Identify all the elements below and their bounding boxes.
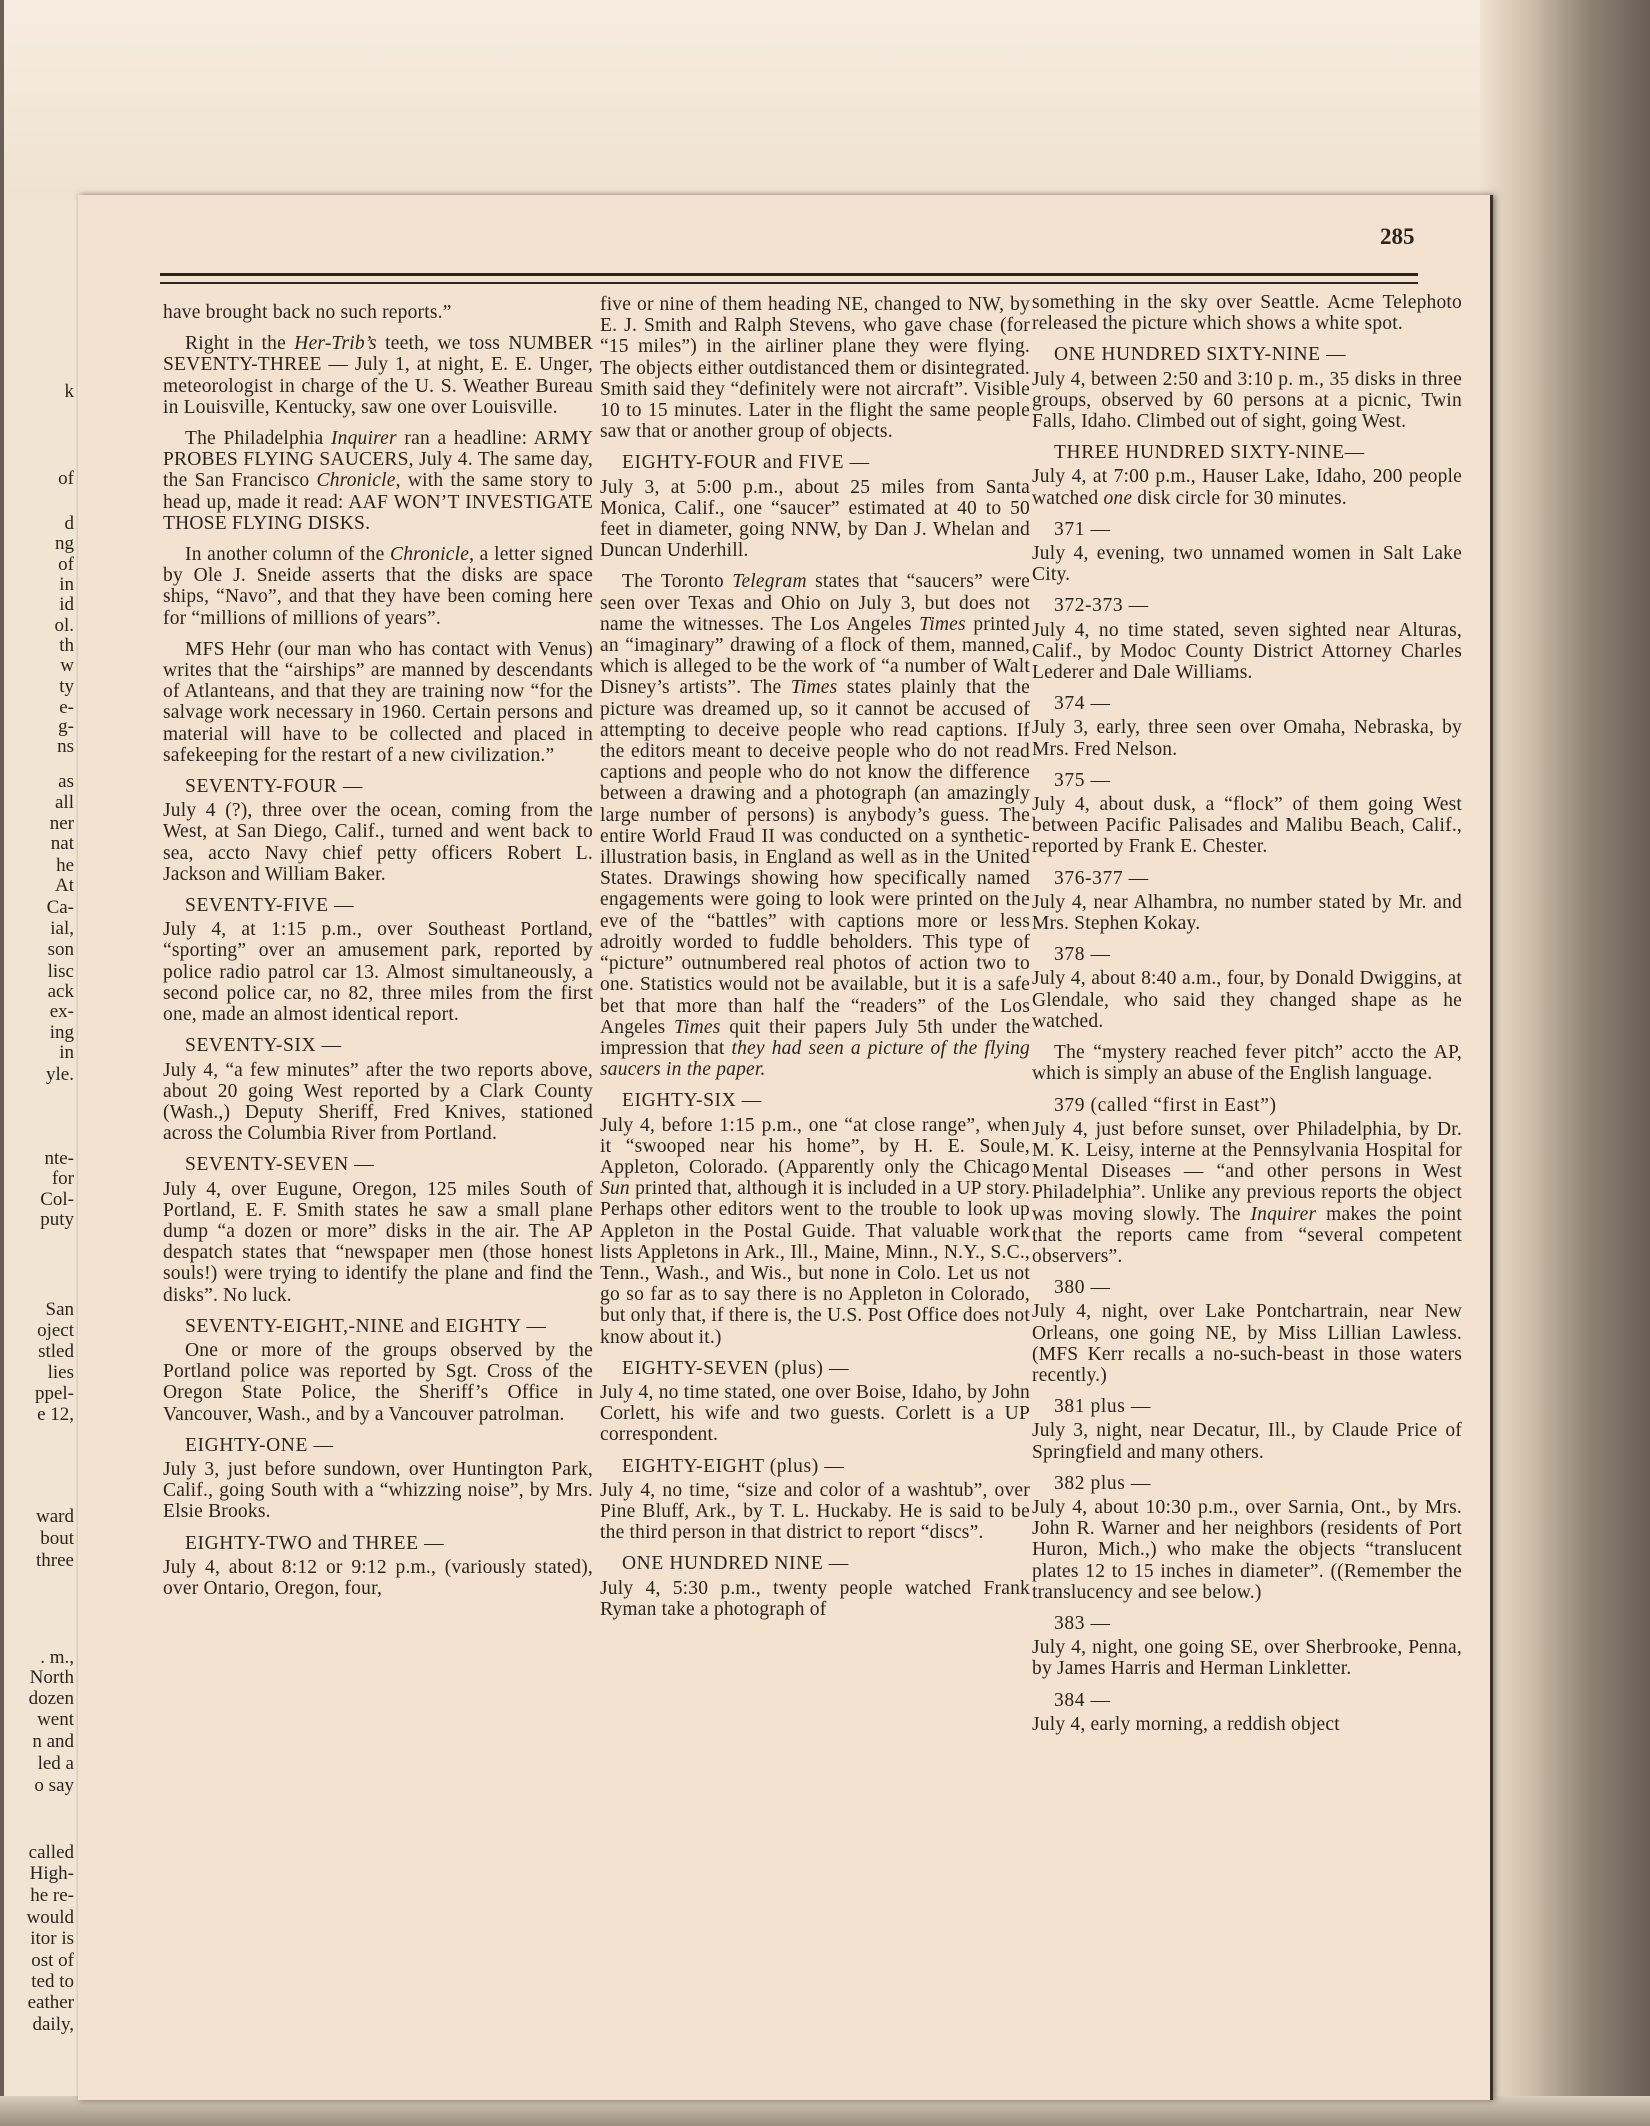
section-heading: [163, 1154, 593, 1175]
section-heading: [163, 776, 593, 797]
text-run: 383 —: [1054, 1612, 1111, 1634]
margin-text-fragment: ex-: [49, 1001, 74, 1022]
section-heading: [1032, 1396, 1462, 1417]
text-run: 371 —: [1054, 518, 1111, 540]
margin-text-fragment: ial,: [50, 918, 74, 939]
section-heading: [163, 1316, 593, 1337]
section-heading: [1032, 595, 1462, 616]
paragraph: [1032, 794, 1462, 858]
paragraph: [163, 333, 593, 418]
margin-text-fragment: ing: [49, 1022, 74, 1043]
text-run: July 4, 5:30 p.m., twenty people watched Frank Ryman take a photograph of: [600, 1577, 1030, 1620]
margin-text-fragment: n and: [32, 1731, 74, 1752]
paragraph: [163, 1179, 593, 1306]
text-run: July 4 (?), three over the ocean, coming from the West, at San Diego, Calif., turned and went back to sea, accto Navy chief petty officers Robert L. Jackson and William Baker.: [163, 800, 593, 885]
text-run: 375 —: [1054, 769, 1111, 791]
paragraph: [163, 1060, 593, 1145]
margin-text-fragment: oject: [37, 1320, 74, 1341]
text-run: SEVENTY-FOUR —: [185, 776, 363, 798]
paragraph: [600, 477, 1030, 562]
paragraph: [1032, 717, 1462, 759]
section-heading: [600, 1553, 1030, 1574]
margin-text-fragment: nte-: [44, 1148, 74, 1169]
margin-text-fragment: in: [59, 1042, 74, 1063]
paragraph: [1032, 1301, 1462, 1386]
margin-text-fragment: ted to: [31, 1971, 74, 1992]
paragraph: [600, 1480, 1030, 1544]
section-heading: [600, 452, 1030, 473]
text-run: July 4, before 1:15 p.m., one “at close range”, when it “swooped near his home”, by H. E. Soule, Appleton, Colorado. (Apparently only the Chicago: [600, 1114, 1030, 1178]
text-run: 384 —: [1054, 1689, 1111, 1711]
text-run: July 4, night, one going SE, over Sherbrooke, Penna, by James Harris and Herman Linkletter.: [1032, 1637, 1462, 1680]
margin-text-fragment: w: [60, 655, 74, 676]
margin-text-fragment: puty: [40, 1209, 74, 1230]
text-run: MFS Hehr (our man who has contact with Venus) writes that the “airships” are manned by descendants of Atlanteans, and that they are training now “for the salvage work necessary in 1960. Certain persons and material will have to be collected and placed in safekeeping for the restart of a new civilization.”: [163, 638, 593, 766]
text-run: July 4, early morning, a reddish object: [1032, 1713, 1340, 1735]
italic-text: Times: [919, 613, 966, 635]
paragraph: [1032, 1497, 1462, 1603]
paragraph: [1032, 1714, 1462, 1735]
paragraph: [1032, 1420, 1462, 1462]
section-heading: [1032, 1277, 1462, 1298]
section-heading: [163, 1035, 593, 1056]
previous-page-margin: [4, 200, 76, 2096]
text-run: July 4, about 8:12 or 9:12 p.m., (variously stated), over Ontario, Oregon, four,: [163, 1556, 593, 1599]
section-heading: [163, 1533, 593, 1554]
margin-text-fragment: bout: [40, 1528, 74, 1549]
header-rule: [160, 273, 1418, 276]
section-heading: [1032, 693, 1462, 714]
text-run: disk circle for 30 minutes.: [1132, 487, 1347, 509]
text-run: 374 —: [1054, 693, 1111, 715]
paragraph: [600, 571, 1030, 1080]
margin-text-fragment: ack: [47, 981, 74, 1002]
text-run: The Toronto: [622, 571, 733, 593]
italic-text: Times: [790, 677, 838, 699]
text-run: states that “saucers” were seen over Texas and Ohio on July 3, but does not name the witnesses. The Los Angeles: [600, 571, 1031, 635]
text-run: The Philadelphia: [185, 428, 331, 450]
text-run: 378 —: [1054, 944, 1111, 966]
margin-text-fragment: called: [28, 1842, 74, 1863]
section-heading: [600, 1358, 1030, 1379]
text-run: quit their papers July 5th under the impression that: [600, 1016, 1030, 1059]
margin-text-fragment: ty: [59, 676, 74, 697]
text-run: 381 plus —: [1054, 1396, 1152, 1418]
margin-text-fragment: nat: [50, 833, 74, 854]
margin-text-fragment: eather: [27, 1992, 74, 2013]
margin-text-fragment: in: [59, 574, 74, 595]
margin-text-fragment: e-: [59, 697, 74, 718]
text-column-3: [1032, 292, 1462, 1745]
paragraph: [1032, 892, 1462, 934]
margin-text-fragment: he re-: [30, 1885, 74, 1906]
margin-text-fragment: stled: [38, 1341, 74, 1362]
section-heading: [1032, 344, 1462, 365]
margin-text-fragment: he: [56, 855, 74, 876]
text-run: makes the point that the reports came from “several competent observers”.: [1032, 1203, 1462, 1267]
text-run: In another column of the: [185, 544, 390, 566]
margin-text-fragment: ppel-: [34, 1383, 74, 1404]
margin-text-fragment: as: [58, 771, 74, 792]
paragraph: [163, 919, 593, 1025]
margin-text-fragment: ns: [57, 736, 74, 757]
italic-text: Chronicle: [316, 470, 396, 492]
section-heading: [1032, 1095, 1462, 1116]
margin-text-fragment: g-: [58, 716, 74, 737]
text-run: 382 plus —: [1054, 1472, 1152, 1494]
margin-text-fragment: of: [58, 468, 74, 489]
text-run: printed that, although it is included in a UP story. Perhaps other editors went to the trouble to look up Appleton in the Postal Guide. That valuable work lists Appletons in Ark., Ill., Maine, Minn., N.Y., S.C., Tenn., Wash., and Wis., but none in Colo. Let us not go so far as to say there is no Appleton in Colorado, but only that, if there is, the U.S. Post Office does not know about it.): [600, 1178, 1030, 1348]
text-run: ONE HUNDRED SIXTY-NINE —: [1054, 344, 1347, 366]
paragraph: [600, 1382, 1030, 1446]
text-run: July 3, early, three seen over Omaha, Nebraska, by Mrs. Fred Nelson.: [1032, 717, 1462, 760]
margin-text-fragment: th: [59, 635, 74, 656]
text-run: SEVENTY-SIX —: [185, 1035, 342, 1057]
paragraph: [1032, 466, 1462, 508]
text-run: have brought back no such reports.”: [163, 302, 452, 323]
margin-text-fragment: ost of: [31, 1950, 74, 1971]
paragraph: [600, 1578, 1030, 1620]
margin-text-fragment: yle.: [46, 1064, 74, 1085]
margin-text-fragment: lisc: [47, 961, 74, 982]
text-run: teeth, we toss NUMBER SEVENTY-THREE — July 1, at night, E. E. Unger, meteorologist in charge of the U. S. Weather Bureau in Louisville, Kentucky, saw one over Louisville.: [163, 333, 593, 418]
text-run: Right in the: [185, 333, 295, 355]
text-run: July 4, evening, two unnamed women in Salt Lake City.: [1032, 543, 1462, 586]
paragraph: [1032, 968, 1462, 1032]
paragraph: [163, 544, 593, 629]
margin-text-fragment: daily,: [32, 2014, 74, 2035]
italic-text: Inquirer: [1250, 1203, 1317, 1225]
margin-text-fragment: ng: [55, 533, 74, 554]
text-run: EIGHTY-EIGHT (plus) —: [622, 1455, 845, 1477]
margin-text-fragment: all: [55, 792, 74, 813]
text-run: EIGHTY-ONE —: [185, 1434, 334, 1456]
margin-text-fragment: North: [29, 1667, 74, 1688]
text-run: ONE HUNDRED NINE —: [622, 1553, 849, 1575]
margin-text-fragment: would: [26, 1907, 74, 1928]
text-run: July 4, just before sunset, over Philadelphia, by Dr. M. K. Leisy, interne at the Pennsylvania Hospital for Mental Diseases — “and other persons in West Philadelphia”. Unlike any previous reports the object was moving slowly. The: [1032, 1118, 1462, 1225]
margin-text-fragment: ward: [36, 1506, 74, 1527]
italic-text: Chronicle: [389, 544, 470, 566]
page-number: 285: [1380, 224, 1415, 249]
margin-text-fragment: lies: [47, 1362, 74, 1383]
section-heading: [1032, 442, 1462, 463]
paragraph: [163, 1557, 593, 1599]
margin-text-fragment: itor is: [30, 1928, 74, 1949]
margin-text-fragment: of: [58, 554, 74, 575]
text-run: , a letter signed by Ole J. Sneide asserts that the disks are space ships, “Navo”, and that they have been coming here for “millions of millions of years”.: [163, 544, 593, 629]
paragraph: [1032, 543, 1462, 585]
text-run: July 3, night, near Decatur, Ill., by Claude Price of Springfield and many others.: [1032, 1420, 1462, 1463]
text-run: July 3, just before sundown, over Huntington Park, Calif., going South with a “whizzing noise”, by Mrs. Elsie Brooks.: [163, 1458, 593, 1523]
section-heading: [600, 1456, 1030, 1477]
section-heading: [1032, 944, 1462, 965]
scan-edge-right: [1480, 0, 1650, 2126]
scan-edge-bottom: [0, 2096, 1650, 2126]
text-run: , with the same story to head up, made it read: AAF WON’T INVESTIGATE THOSE FLYING DISKS.: [163, 470, 593, 534]
paragraph: [163, 428, 593, 534]
paragraph: [1032, 620, 1462, 684]
text-run: July 4, no time, “size and color of a washtub”, over Pine Bluff, Ark., by T. L. Huckaby. He is said to be the third person in that district to report “discs”.: [600, 1479, 1030, 1544]
text-run: July 4, about dusk, a “flock” of them going West between Pacific Palisades and Malibu Beach, Calif., reported by Frank E. Chester.: [1032, 794, 1462, 858]
margin-text-fragment: dozen: [28, 1688, 74, 1709]
italic-text: Sun: [600, 1178, 630, 1200]
text-run: ran a headline: ARMY PROBES FLYING SAUCERS, July 4. The same day, the San Francisco: [163, 428, 593, 492]
text-run: something in the sky over Seattle. Acme Telephoto released the picture which shows a white spot.: [1032, 292, 1462, 335]
paragraph: [1032, 1637, 1462, 1679]
text-run: July 4, no time stated, seven sighted near Alturas, Calif., by Modoc County District Attorney Charles Lederer and Dale Williams.: [1032, 619, 1462, 684]
margin-text-fragment: for: [51, 1168, 74, 1189]
margin-text-fragment: . m.,: [40, 1647, 74, 1668]
text-run: The “mystery reached fever pitch” accto the AP, which is simply an abuse of the English language.: [1032, 1042, 1462, 1085]
section-heading: [1032, 1613, 1462, 1634]
margin-text-fragment: High-: [29, 1863, 74, 1884]
text-run: July 4, about 10:30 p.m., over Sarnia, Ont., by Mrs. John R. Warner and her neighbors (residents of Port Huron, Mich.,) who make the objects “translucent plates 12 to 15 inches in diameter”. ((Remember the translucency and see below.): [1032, 1496, 1462, 1603]
header-rule: [160, 282, 1418, 284]
scan-background-top: [0, 0, 1650, 200]
text-run: July 4, near Alhambra, no number stated by Mr. and Mrs. Stephen Kokay.: [1032, 891, 1462, 935]
section-heading: [1032, 868, 1462, 889]
margin-text-fragment: went: [37, 1709, 74, 1730]
text-column-2: [600, 294, 1030, 1630]
italic-text: Telegram: [732, 571, 807, 593]
text-column-1: [163, 302, 593, 1609]
section-heading: [163, 895, 593, 916]
text-run: July 4, at 7:00 p.m., Hauser Lake, Idaho, 200 people watched: [1032, 466, 1462, 509]
text-run: SEVENTY-SEVEN —: [185, 1154, 375, 1176]
text-run: July 4, “a few minutes” after the two reports above, about 20 going West reported by a Clark County (Wash.,) Deputy Sheriff, Fred Knives, stationed across the Columbia River from Portland.: [163, 1059, 593, 1145]
text-run: 380 —: [1054, 1277, 1111, 1299]
paragraph: [1032, 292, 1462, 334]
margin-text-fragment: ol.: [54, 615, 74, 636]
section-heading: [1032, 770, 1462, 791]
text-run: July 4, over Eugune, Oregon, 125 miles South of Portland, E. F. Smith states he saw a small plane dump “a dozen or more” disks in the air. The AP despatch states that “newspaper men (those honest souls!) were trying to identify the plane and find the disks”. No luck.: [163, 1178, 593, 1306]
margin-text-fragment: son: [47, 939, 74, 960]
margin-text-fragment: led a: [37, 1753, 74, 1774]
margin-text-fragment: d: [64, 513, 74, 534]
text-run: EIGHTY-TWO and THREE —: [185, 1532, 445, 1554]
italic-text: they had seen a picture of the flying saucers in the paper.: [600, 1037, 1030, 1081]
text-run: EIGHTY-FOUR and FIVE —: [622, 452, 870, 474]
text-run: states plainly that the picture was dreamed up, so it cannot be accused of attempting to deceive people who read captions. If the editors meant to deceive people who do not read captions and people who do not know the difference between a drawing and a photograph (an amazingly large number of persons) is anybody’s guess. The entire World Fraud II was conducted on a synthetic-illustration basis, in England as well as in the United States. Drawings showing how specifically named engagements were going to look were printed on the eve of the “battles” with captions more or less adroitly worded to fuddle beholders. This type of “picture” outnumbered real photos of action two to one. Statistics would not be available, but it is a safe bet that more than half the “readers” of the Los Angeles: [600, 677, 1030, 1038]
paragraph: [163, 302, 593, 323]
margin-text-fragment: San: [45, 1299, 74, 1320]
text-run: July 4, night, over Lake Pontchartrain, near New Orleans, one going NE, by Miss Lillian Lawless. (MFS Kerr recalls a no-such-beast in those waters recently.): [1032, 1301, 1462, 1386]
text-run: THREE HUNDRED SIXTY-NINE—: [1054, 442, 1365, 464]
margin-text-fragment: Ca-: [46, 897, 74, 918]
paragraph: [163, 1459, 593, 1523]
section-heading: [1032, 1690, 1462, 1711]
italic-text: Inquirer: [330, 428, 397, 450]
text-run: One or more of the groups observed by the Portland police was reported by Sgt. Cross of the Oregon State Police, the Sheriff’s Office in Vancouver, Wash., and by a Vancouver patrolman.: [163, 1339, 593, 1425]
section-heading: [600, 1090, 1030, 1111]
margin-text-fragment: k: [64, 381, 74, 402]
text-run: July 4, no time stated, one over Boise, Idaho, by John Corlett, his wife and two guests. Corlett is a UP correspondent.: [600, 1381, 1030, 1446]
margin-text-fragment: e 12,: [37, 1404, 74, 1425]
section-heading: [1032, 1473, 1462, 1494]
text-run: July 4, about 8:40 a.m., four, by Donald Dwiggins, at Glendale, who said they changed shape as he watched.: [1032, 968, 1462, 1032]
margin-text-fragment: Col-: [40, 1189, 74, 1210]
paragraph: [163, 639, 593, 766]
margin-text-fragment: three: [36, 1550, 74, 1571]
italic-text: Her-Trib’s: [294, 333, 377, 355]
text-run: EIGHTY-SIX —: [622, 1090, 762, 1112]
margin-text-fragment: At: [55, 875, 74, 896]
text-run: EIGHTY-SEVEN (plus) —: [622, 1357, 850, 1379]
paragraph: [600, 294, 1030, 442]
text-run: July 3, at 5:00 p.m., about 25 miles from Santa Monica, Calif., one “saucer” estimated at 40 to 50 feet in diameter, going NNW, by Dan J. Whelan and Duncan Underhill.: [600, 476, 1030, 562]
text-run: SEVENTY-FIVE —: [185, 895, 355, 917]
text-run: SEVENTY-EIGHT,-NINE and EIGHTY —: [185, 1315, 547, 1337]
italic-text: Times: [674, 1016, 721, 1038]
text-run: 376-377 —: [1054, 867, 1149, 889]
paragraph: [600, 1115, 1030, 1348]
text-run: five or nine of them heading NE, changed to NW, by E. J. Smith and Ralph Stevens, who gave chase (for “15 miles”) in the airliner plane they were flying. The objects either outdistanced them or disintegrated. Smith said they “definitely were not aircraft”. Visible 10 to 15 minutes. Later in the flight the same people saw that or another group of objects.: [600, 294, 1030, 443]
text-run: 379 (called “first in East”): [1054, 1094, 1277, 1116]
section-heading: [163, 1435, 593, 1456]
paragraph: [1032, 369, 1462, 433]
margin-text-fragment: id: [59, 594, 74, 615]
text-run: July 4, at 1:15 p.m., over Southeast Portland, “sporting” over an amusement park, reported by police radio patrol car 13. Almost simultaneously, a second police car, no 82, three miles from the first one, made an almost identical report.: [163, 919, 593, 1026]
section-heading: [1032, 519, 1462, 540]
paragraph: [163, 800, 593, 885]
paragraph: [1032, 1119, 1462, 1267]
margin-text-fragment: o say: [34, 1775, 74, 1796]
paragraph: [163, 1340, 593, 1425]
margin-text-fragment: ner: [49, 813, 74, 834]
text-run: July 4, between 2:50 and 3:10 p. m., 35 disks in three groups, observed by 60 persons at a picnic, Twin Falls, Idaho. Climbed out of sight, going West.: [1032, 368, 1462, 433]
text-run: printed an “imaginary” drawing of a flock of them, manned, which is alleged to be the work of “a number of Walt Disney’s artists”. The: [600, 613, 1030, 699]
text-run: 372-373 —: [1054, 595, 1149, 617]
italic-text: one: [1103, 487, 1133, 509]
paragraph: [1032, 1042, 1462, 1084]
